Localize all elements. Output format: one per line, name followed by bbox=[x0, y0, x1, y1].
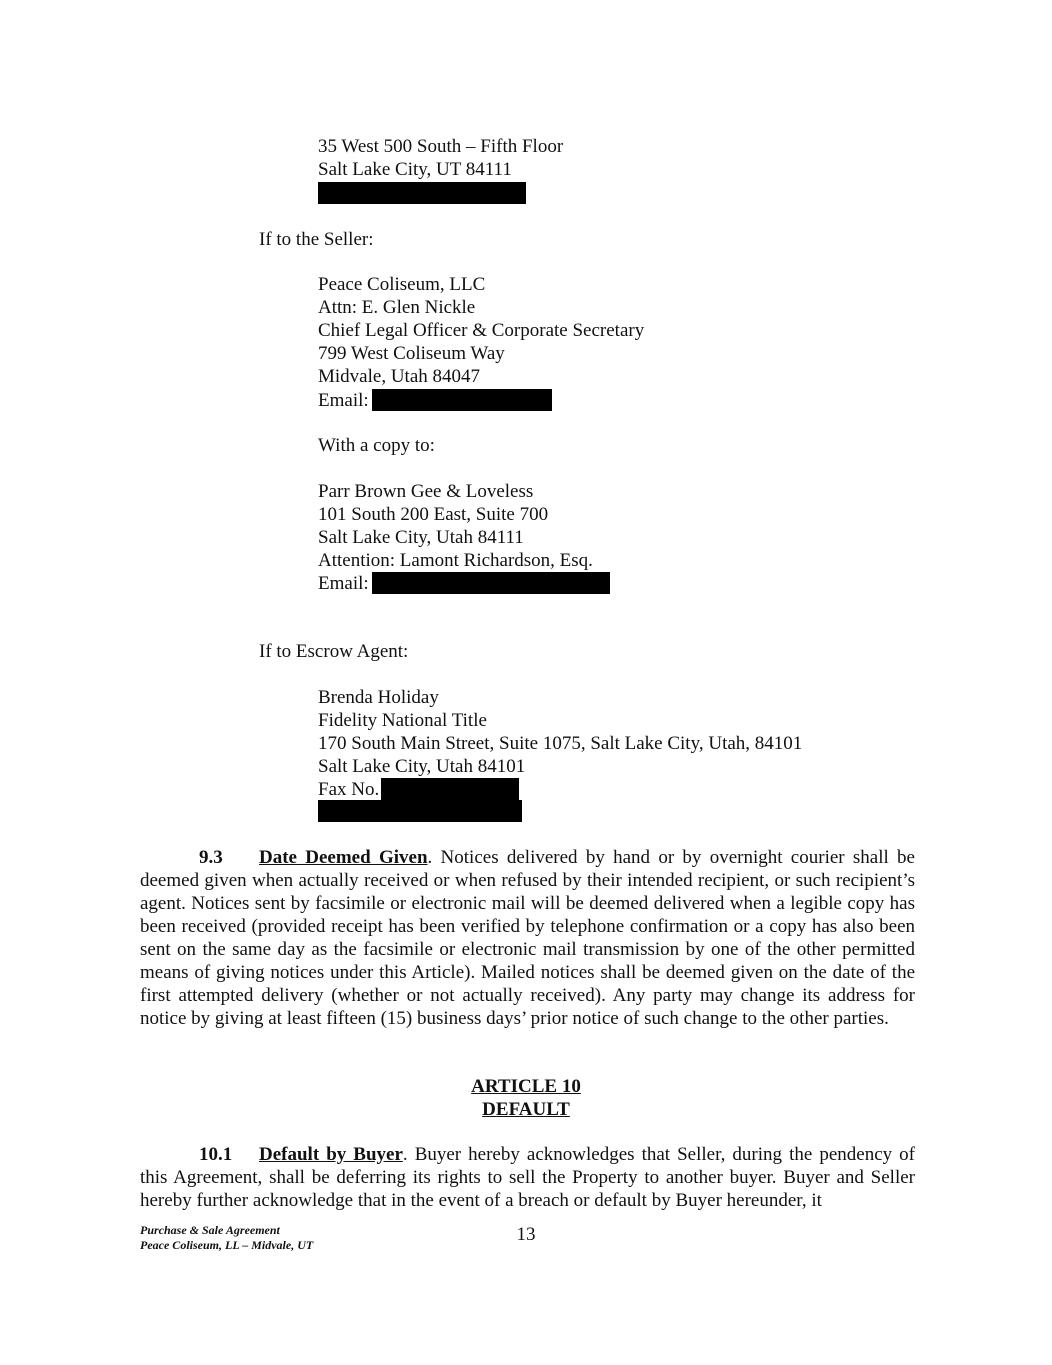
seller-street: 799 West Coliseum Way bbox=[318, 343, 505, 364]
copy-lead: With a copy to: bbox=[318, 435, 435, 456]
article-title: DEFAULT bbox=[482, 1099, 570, 1120]
redaction-bar bbox=[318, 182, 526, 204]
section-heading: Default by Buyer bbox=[259, 1144, 403, 1165]
buyer-address-line-1: 35 West 500 South – Fifth Floor bbox=[318, 136, 564, 157]
footer-line-2: Peace Coliseum, LL – Midvale, UT bbox=[140, 1238, 314, 1252]
section-10-1 bbox=[140, 1143, 915, 1212]
seller-company: Peace Coliseum, LLC bbox=[318, 274, 486, 295]
section-heading: Date Deemed Given bbox=[259, 847, 428, 868]
escrow-lead: If to Escrow Agent: bbox=[259, 641, 409, 662]
footer-line-1: Purchase & Sale Agreement bbox=[140, 1223, 280, 1237]
seller-attn: Attn: E. Glen Nickle bbox=[318, 297, 476, 318]
section-9-3 bbox=[140, 846, 915, 1030]
article-number: ARTICLE 10 bbox=[471, 1076, 581, 1097]
copy-email-line bbox=[318, 572, 610, 595]
seller-email-line bbox=[318, 389, 552, 412]
redaction-bar bbox=[318, 800, 522, 822]
escrow-street: 170 South Main Street, Suite 1075, Salt Lake City, Utah, 84101 bbox=[318, 733, 803, 754]
escrow-fax-line bbox=[318, 778, 519, 801]
seller-title: Chief Legal Officer & Corporate Secretary bbox=[318, 320, 645, 341]
buyer-address-line-2: Salt Lake City, UT 84111 bbox=[318, 159, 512, 180]
escrow-company: Fidelity National Title bbox=[318, 710, 487, 731]
section-body: . Notices delivered by hand or by overnight courier shall be deemed given when actually received or when refused by their intended recipient, or such recipient’s agent. Notices sent by facsimile or electronic mail will be deemed delivered when a legible copy has been received (provided receipt has been verified by telephone confirmation or a copy has also been sent on the same day as the facsimile or electronic mail transmission by one of the other permitted means of giving notices under this Article). Mailed notices shall be deemed given on the date of the first attempted delivery (whether or not actually received). Any party may change its address for notice by giving at least fifteen (15) business days’ prior notice of such change to the other parties. bbox=[140, 847, 915, 1029]
seller-city: Midvale, Utah 84047 bbox=[318, 366, 481, 387]
redaction-bar bbox=[381, 778, 519, 800]
copy-city: Salt Lake City, Utah 84111 bbox=[318, 527, 524, 548]
copy-firm: Parr Brown Gee & Loveless bbox=[318, 481, 534, 502]
seller-email-label: Email: bbox=[318, 390, 369, 411]
copy-street: 101 South 200 East, Suite 700 bbox=[318, 504, 549, 525]
section-body: . Buyer hereby acknowledges that Seller, during the pendency of this Agreement, shall be deferring its rights to sell the Property to another buyer. Buyer and Seller hereby further acknowledge that in the event of a breach or default by Buyer hereunder, it bbox=[140, 1144, 915, 1211]
section-number: 9.3 bbox=[199, 847, 223, 868]
seller-lead: If to the Seller: bbox=[259, 229, 374, 250]
redaction-bar bbox=[372, 389, 552, 411]
section-number: 10.1 bbox=[199, 1144, 233, 1165]
escrow-name: Brenda Holiday bbox=[318, 687, 439, 708]
page-number: 13 bbox=[516, 1224, 536, 1245]
escrow-city: Salt Lake City, Utah 84101 bbox=[318, 756, 526, 777]
escrow-fax-label: Fax No. bbox=[318, 779, 380, 800]
copy-attention: Attention: Lamont Richardson, Esq. bbox=[318, 550, 593, 571]
copy-email-label: Email: bbox=[318, 573, 369, 594]
redaction-bar bbox=[372, 572, 610, 594]
